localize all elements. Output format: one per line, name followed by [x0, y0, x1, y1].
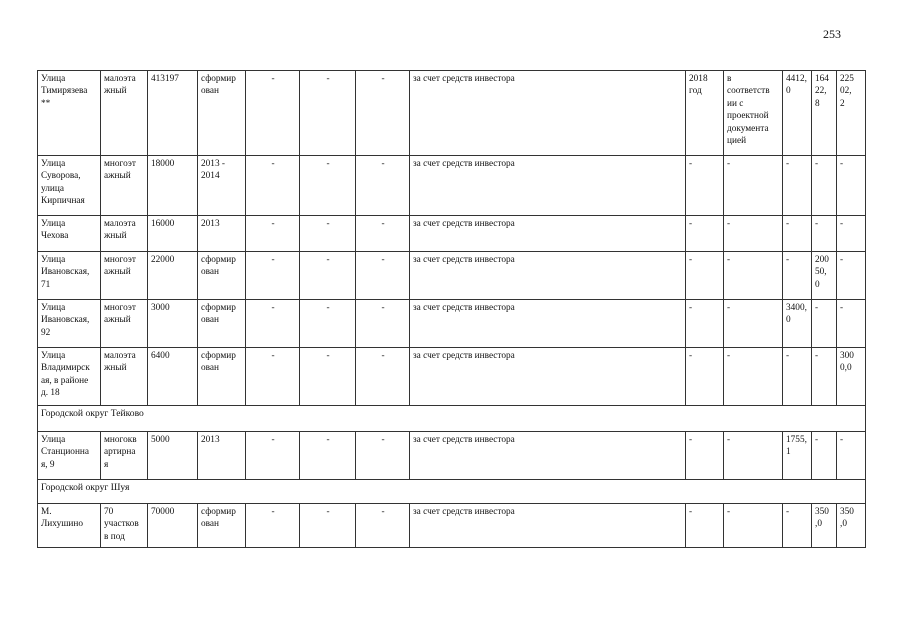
col7-cell: -: [356, 216, 410, 252]
cell-line: -: [727, 303, 731, 313]
place-name-cell: [38, 71, 101, 156]
building-type-cell: [101, 156, 148, 216]
section-row: [38, 480, 866, 504]
col6-cell: -: [300, 300, 356, 348]
cell-line: 1: [786, 447, 791, 458]
cell-line: многоэт: [104, 303, 136, 313]
cell-line: -: [815, 219, 819, 229]
cell-line: -: [840, 159, 844, 169]
cell-line: 225: [840, 74, 854, 84]
col5-cell: -: [246, 504, 300, 548]
cell-line: участков: [104, 519, 139, 530]
cell-line: цией: [727, 136, 747, 147]
cell-line: Лихушино: [41, 519, 83, 530]
cell-line: документа: [727, 123, 769, 134]
col6-cell: -: [300, 252, 356, 300]
cell-line: 0: [815, 279, 820, 290]
table-row: [38, 504, 866, 548]
cell-line: я: [104, 459, 109, 470]
table-row: [38, 348, 866, 406]
value3-cell: [837, 71, 866, 156]
cell-line: Улица: [41, 435, 66, 445]
cell-line: Улица: [41, 303, 66, 313]
value3-cell: [837, 348, 866, 406]
cell-line: 164: [815, 74, 829, 84]
cell-line: -: [786, 351, 790, 361]
cell-line: 70: [104, 507, 114, 517]
investment-table: [37, 70, 866, 548]
cell-line: Улица: [41, 159, 66, 169]
status-cell: [198, 504, 246, 548]
cell-line: -: [727, 435, 731, 445]
cell-line: 2: [840, 98, 845, 109]
value1-cell: [783, 71, 812, 156]
cell-line: ,0: [840, 519, 847, 530]
place-name-cell: [38, 252, 101, 300]
year-cell: [686, 432, 724, 480]
value1-cell: [783, 156, 812, 216]
cell-line: -: [689, 507, 693, 517]
value3-cell: [837, 432, 866, 480]
cell-line: 300: [840, 351, 854, 361]
place-name-cell: [38, 432, 101, 480]
cell-line: в: [727, 74, 732, 84]
cell-line: в под: [104, 531, 125, 542]
area-cell: 22000: [148, 252, 198, 300]
cell-line: -: [727, 255, 731, 265]
section-row: [38, 406, 866, 432]
cell-line: -: [689, 351, 693, 361]
col6-cell: -: [300, 348, 356, 406]
place-name-cell: [38, 504, 101, 548]
funding-source-cell: за счет средств инвестора: [410, 348, 686, 406]
col7-cell: -: [356, 504, 410, 548]
cell-line: **: [41, 98, 51, 109]
cell-line: -: [689, 255, 693, 265]
building-type-cell: [101, 300, 148, 348]
value3-cell: [837, 300, 866, 348]
cell-line: проектной: [727, 111, 769, 122]
cell-line: 2013 -: [201, 159, 226, 169]
cell-line: 0: [786, 86, 791, 97]
cell-line: Улица: [41, 255, 66, 265]
area-cell: 5000: [148, 432, 198, 480]
status-cell: [198, 216, 246, 252]
cell-line: ован: [201, 315, 220, 326]
building-type-cell: [101, 348, 148, 406]
building-type-cell: [101, 504, 148, 548]
cell-line: 50,: [815, 267, 827, 278]
cell-line: -: [815, 435, 819, 445]
cell-line: Владимирск: [41, 363, 90, 374]
cell-line: Ивановская,: [41, 315, 90, 326]
table-row: [38, 300, 866, 348]
cell-line: малоэта: [104, 219, 136, 229]
value3-cell: [837, 252, 866, 300]
cell-line: многоэт: [104, 255, 136, 265]
cell-line: многоэт: [104, 159, 136, 169]
cell-line: -: [727, 219, 731, 229]
page-number: 253: [823, 27, 841, 41]
value3-cell: [837, 504, 866, 548]
cell-line: 2018: [689, 74, 708, 84]
cell-line: ии с: [727, 98, 744, 109]
cell-line: -: [815, 159, 819, 169]
table-row: [38, 432, 866, 480]
place-name-cell: [38, 216, 101, 252]
cell-line: жный: [104, 231, 127, 242]
funding-source-cell: за счет средств инвестора: [410, 300, 686, 348]
place-name-cell: [38, 300, 101, 348]
cell-line: Кирпичная: [41, 196, 85, 207]
year-cell: [686, 71, 724, 156]
cell-line: 0: [786, 315, 791, 326]
cell-line: -: [689, 303, 693, 313]
value3-cell: [837, 216, 866, 252]
col6-cell: -: [300, 156, 356, 216]
col5-cell: -: [246, 348, 300, 406]
status-cell: [198, 348, 246, 406]
status-cell: [198, 156, 246, 216]
cell-line: Тимирязева: [41, 86, 88, 97]
value2-cell: [812, 432, 837, 480]
section-title: Городской округ Тейково: [38, 406, 866, 432]
cell-line: сформир: [201, 507, 236, 517]
cell-line: ая, в районе: [41, 375, 89, 386]
cell-line: Суворова,: [41, 171, 81, 182]
cell-line: -: [727, 351, 731, 361]
year-cell: [686, 300, 724, 348]
cell-line: 22,: [815, 86, 827, 97]
cell-line: Ивановская,: [41, 267, 90, 278]
col6-cell: -: [300, 432, 356, 480]
cell-line: соответств: [727, 86, 770, 97]
cell-line: -: [786, 255, 790, 265]
table-row: [38, 252, 866, 300]
cell-line: -: [840, 219, 844, 229]
area-cell: 413197: [148, 71, 198, 156]
document-cell: [724, 432, 783, 480]
cell-line: 8: [815, 98, 820, 109]
year-cell: [686, 156, 724, 216]
year-cell: [686, 348, 724, 406]
col7-cell: -: [356, 348, 410, 406]
document-cell: [724, 504, 783, 548]
cell-line: -: [840, 303, 844, 313]
col5-cell: -: [246, 216, 300, 252]
cell-line: ован: [201, 363, 220, 374]
funding-source-cell: за счет средств инвестора: [410, 71, 686, 156]
value2-cell: [812, 348, 837, 406]
cell-line: ажный: [104, 267, 131, 278]
value2-cell: [812, 300, 837, 348]
cell-line: ажный: [104, 315, 131, 326]
section-title: Городской округ Шуя: [38, 480, 866, 504]
col5-cell: -: [246, 156, 300, 216]
value2-cell: [812, 71, 837, 156]
value2-cell: [812, 156, 837, 216]
value3-cell: [837, 156, 866, 216]
cell-line: ,0: [815, 519, 822, 530]
building-type-cell: [101, 252, 148, 300]
cell-line: улица: [41, 183, 64, 194]
cell-line: 0,0: [840, 363, 852, 374]
cell-line: -: [786, 159, 790, 169]
cell-line: -: [815, 303, 819, 313]
status-cell: [198, 300, 246, 348]
col5-cell: -: [246, 71, 300, 156]
cell-line: я, 9: [41, 459, 55, 470]
cell-line: 200: [815, 255, 829, 265]
col5-cell: -: [246, 300, 300, 348]
col7-cell: -: [356, 252, 410, 300]
cell-line: Улица: [41, 351, 66, 361]
document-cell: [724, 348, 783, 406]
col5-cell: -: [246, 432, 300, 480]
cell-line: сформир: [201, 255, 236, 265]
cell-line: -: [840, 255, 844, 265]
cell-line: 2013: [201, 219, 220, 229]
cell-line: -: [689, 159, 693, 169]
value2-cell: [812, 252, 837, 300]
document-cell: [724, 216, 783, 252]
cell-line: 92: [41, 327, 51, 338]
building-type-cell: [101, 71, 148, 156]
col5-cell: -: [246, 252, 300, 300]
cell-line: 350: [840, 507, 854, 517]
document-cell: [724, 300, 783, 348]
value1-cell: [783, 432, 812, 480]
cell-line: год: [689, 86, 702, 97]
cell-line: жный: [104, 363, 127, 374]
cell-line: -: [727, 507, 731, 517]
col7-cell: -: [356, 300, 410, 348]
value1-cell: [783, 504, 812, 548]
funding-source-cell: за счет средств инвестора: [410, 216, 686, 252]
value2-cell: [812, 504, 837, 548]
cell-line: 350: [815, 507, 829, 517]
cell-line: малоэта: [104, 74, 136, 84]
cell-line: -: [786, 219, 790, 229]
cell-line: 3400,: [786, 303, 807, 313]
area-cell: 18000: [148, 156, 198, 216]
cell-line: Станционна: [41, 447, 90, 458]
building-type-cell: [101, 216, 148, 252]
cell-line: 1755,: [786, 435, 807, 445]
funding-source-cell: за счет средств инвестора: [410, 156, 686, 216]
status-cell: [198, 432, 246, 480]
cell-line: ован: [201, 267, 220, 278]
table-row: [38, 71, 866, 156]
cell-line: -: [840, 435, 844, 445]
funding-source-cell: за счет средств инвестора: [410, 252, 686, 300]
cell-line: д. 18: [41, 388, 60, 399]
table-row: [38, 216, 866, 252]
value1-cell: [783, 300, 812, 348]
cell-line: Улица: [41, 74, 66, 84]
cell-line: 4412,: [786, 74, 807, 84]
place-name-cell: [38, 348, 101, 406]
cell-line: -: [815, 351, 819, 361]
col7-cell: -: [356, 71, 410, 156]
year-cell: [686, 504, 724, 548]
col7-cell: -: [356, 432, 410, 480]
cell-line: -: [727, 159, 731, 169]
area-cell: 70000: [148, 504, 198, 548]
cell-line: сформир: [201, 74, 236, 84]
funding-source-cell: за счет средств инвестора: [410, 504, 686, 548]
cell-line: сформир: [201, 351, 236, 361]
status-cell: [198, 71, 246, 156]
area-cell: 6400: [148, 348, 198, 406]
cell-line: малоэта: [104, 351, 136, 361]
document-cell: [724, 252, 783, 300]
cell-line: сформир: [201, 303, 236, 313]
cell-line: 02,: [840, 86, 852, 97]
cell-line: -: [786, 507, 790, 517]
cell-line: 2014: [201, 171, 220, 182]
funding-source-cell: за счет средств инвестора: [410, 432, 686, 480]
table-row: [38, 156, 866, 216]
col7-cell: -: [356, 156, 410, 216]
value1-cell: [783, 216, 812, 252]
cell-line: жный: [104, 86, 127, 97]
cell-line: -: [689, 219, 693, 229]
cell-line: ован: [201, 86, 220, 97]
cell-line: -: [689, 435, 693, 445]
year-cell: [686, 252, 724, 300]
cell-line: многокв: [104, 435, 137, 445]
cell-line: Чехова: [41, 231, 69, 242]
building-type-cell: [101, 432, 148, 480]
area-cell: 3000: [148, 300, 198, 348]
document-cell: [724, 156, 783, 216]
status-cell: [198, 252, 246, 300]
cell-line: ажный: [104, 171, 131, 182]
col6-cell: -: [300, 216, 356, 252]
col6-cell: -: [300, 71, 356, 156]
cell-line: Улица: [41, 219, 66, 229]
value1-cell: [783, 252, 812, 300]
value1-cell: [783, 348, 812, 406]
place-name-cell: [38, 156, 101, 216]
cell-line: 2013: [201, 435, 220, 445]
cell-line: М.: [41, 507, 52, 517]
col6-cell: -: [300, 504, 356, 548]
cell-line: артирна: [104, 447, 136, 458]
year-cell: [686, 216, 724, 252]
cell-line: 71: [41, 279, 51, 290]
area-cell: 16000: [148, 216, 198, 252]
document-cell: [724, 71, 783, 156]
cell-line: ован: [201, 519, 220, 530]
value2-cell: [812, 216, 837, 252]
